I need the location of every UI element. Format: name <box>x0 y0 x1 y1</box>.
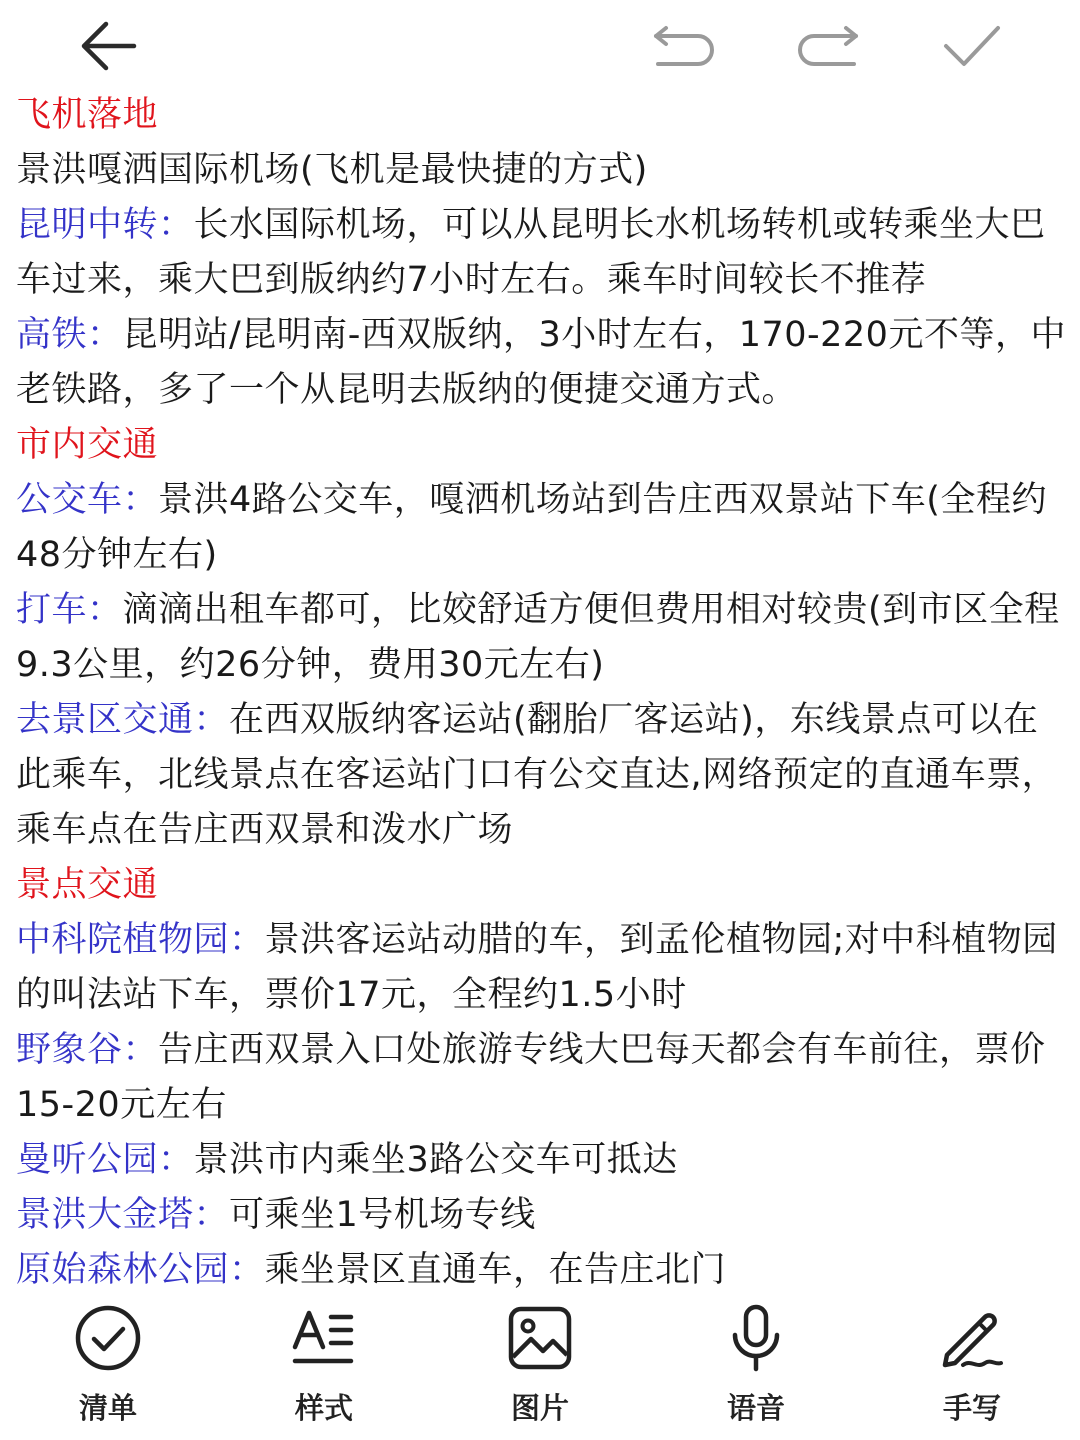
undo-icon <box>650 18 718 74</box>
item-text: 可乘坐1号机场专线 <box>229 1195 536 1235</box>
image-button[interactable] <box>465 1298 615 1428</box>
note-paragraph <box>16 913 1066 1023</box>
item-label: 中科院植物园： <box>16 920 265 960</box>
section-heading-flight: 飞机落地 <box>16 95 159 135</box>
text-style-label: 样式 <box>294 1391 353 1425</box>
item-text: 告庄西双景入口处旅游专线大巴每天都会有车前往，票价15-20元左右 <box>16 1030 1046 1125</box>
item-text: 景洪客运站动腊的车，到孟伦植物园;对中科植物园的叫法站下车，票价17元，全程约1.5小时 <box>16 920 1058 1015</box>
item-label: 高铁： <box>16 315 123 355</box>
item-label: 野象谷： <box>16 1030 159 1070</box>
note-paragraph <box>16 1188 1066 1243</box>
voice-label: 语音 <box>726 1391 785 1425</box>
item-label: 去景区交通： <box>16 700 230 740</box>
item-label: 曼听公园： <box>16 1140 194 1180</box>
back-button[interactable] <box>70 10 146 82</box>
item-text: 昆明站/昆明南-西双版纳，3小时左右，170-220元不等，中老铁路，多了一个从昆明去版纳的便捷交通方式。 <box>16 315 1066 410</box>
redo-icon <box>794 18 862 74</box>
handwriting-pen-icon <box>937 1303 1007 1373</box>
bottom-toolbar <box>0 1290 1080 1440</box>
note-paragraph <box>16 1023 1066 1133</box>
note-paragraph <box>16 583 1066 693</box>
text-style-icon <box>289 1303 359 1373</box>
item-text: 景洪4路公交车，嘎洒机场站到告庄西双景站下车(全程约48分钟左右) <box>16 480 1047 575</box>
item-text: 乘坐景区直通车，在告庄北门 <box>264 1250 727 1290</box>
image-icon <box>505 1303 575 1373</box>
item-text: 滴滴出租车都可，比姣舒适方便但费用相对较贵(到市区全程9.3公里，约26分钟，费用30元左右) <box>16 590 1060 685</box>
section-heading-city: 市内交通 <box>16 425 159 465</box>
done-button[interactable] <box>934 10 1010 82</box>
item-text: 景洪市内乘坐3路公交车可抵达 <box>193 1140 678 1180</box>
item-text: 长水国际机场，可以从昆明长水机场转机或转乘坐大巴车过来，乘大巴到版纳约7小时左右。乘车时间较长不推荐 <box>16 205 1046 300</box>
item-label: 原始森林公园： <box>16 1250 265 1290</box>
note-paragraph <box>16 308 1066 418</box>
item-label: 打车： <box>16 590 123 630</box>
note-paragraph: 景洪嘎洒国际机场(飞机是最快捷的方式) <box>16 150 648 190</box>
text-style-button[interactable] <box>249 1298 399 1428</box>
item-label: 昆明中转： <box>16 205 194 245</box>
redo-button[interactable] <box>790 10 866 82</box>
note-paragraph <box>16 473 1066 583</box>
section-heading-attractions: 景点交通 <box>16 865 159 905</box>
handwriting-label: 手写 <box>942 1391 1001 1425</box>
item-label: 景洪大金塔： <box>16 1195 230 1235</box>
item-label: 公交车： <box>16 480 159 520</box>
undo-button[interactable] <box>646 10 722 82</box>
arrow-left-icon <box>76 14 140 78</box>
voice-button[interactable] <box>681 1298 831 1428</box>
note-paragraph <box>16 1133 1066 1188</box>
checklist-button[interactable] <box>33 1298 183 1428</box>
image-label: 图片 <box>510 1391 569 1425</box>
note-content[interactable] <box>16 88 1066 1298</box>
check-icon <box>940 18 1004 74</box>
handwriting-button[interactable] <box>897 1298 1047 1428</box>
checklist-label: 清单 <box>78 1391 137 1425</box>
checklist-icon <box>73 1303 143 1373</box>
note-paragraph <box>16 693 1066 858</box>
item-text: 在西双版纳客运站(翻胎厂客运站)，东线景点可以在此乘车，北线景点在客运站门口有公交直达,网络预定的直通车票，乘车点在告庄西双景和泼水广场 <box>16 700 1058 850</box>
note-paragraph <box>16 198 1066 308</box>
microphone-icon <box>721 1303 791 1373</box>
editor-toolbar <box>0 0 1080 92</box>
